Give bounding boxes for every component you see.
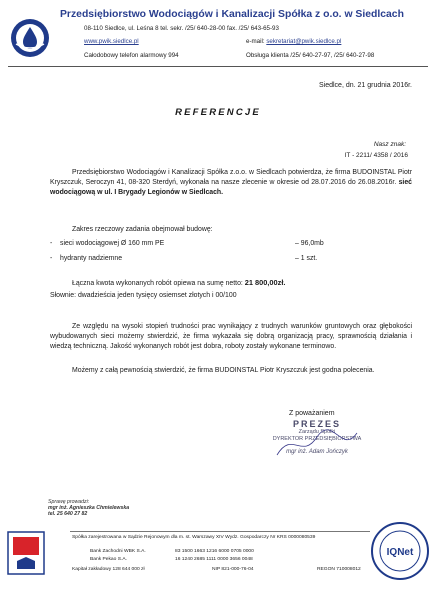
paragraph-confirmation — [50, 168, 412, 199]
scope-item-name: hydranty nadziemne — [60, 255, 123, 262]
stamp-signature: mgr inż. Adam Jończyk — [286, 448, 348, 455]
company-address: 08-110 Siedlce, ul. Leśna 8 tel. sekr. /25/ 640-28-00 fax. /25/ 643-65-93 — [84, 25, 279, 32]
footer-divider — [70, 531, 370, 532]
paragraph-assessment: Ze względu na wysoki stopień trudności prac wynikający z trudnych warunków gruntowych oraz głębokości wybudowanych sieci możemy stwierdzić, że firma wykazała się dobrą organizacją pracy, sprawnością działania i wiedzą techniczną. Jakość wykonanych robót jest dobra, roboty zostały wykonane terminowo. — [50, 323, 412, 351]
scope-item-dash: - — [50, 255, 53, 262]
amount-line — [72, 278, 285, 287]
document-title: REFERENCJE — [175, 107, 261, 118]
stamp-line2: DYREKTOR PRZEDSIĘBIORSTWA — [272, 436, 362, 442]
scope-item-qty: – 96,0mb — [295, 240, 324, 247]
prepared-by-phone: tel. 25 640 27 82 — [48, 511, 88, 518]
client-service-phone: Obsługa klienta /25/ 640-27-97, /25/ 640-27-98 — [246, 52, 375, 59]
scope-item-name: sieci wodociągowej Ø 160 mm PE — [60, 240, 165, 247]
amount-in-words: Słownie: dwadzieścia jeden tysięcy osiemset złotych i 00/100 — [50, 292, 237, 299]
amount-value: 21 800,00zł. — [244, 278, 286, 287]
email-line — [246, 38, 341, 45]
header-divider — [8, 66, 428, 67]
scope-item-dash: - — [50, 240, 53, 247]
company-name: Przedsiębiorstwo Wodociągów i Kanalizacji Spółka z o.o. w Siedlcach — [60, 9, 404, 20]
stamp-line1: Zarządu Spółki — [298, 428, 336, 435]
prepared-by — [48, 499, 129, 518]
director-stamp — [262, 421, 372, 475]
paragraph-confirmation-text: Przedsiębiorstwo Wodociągów i Kanalizacji Spółka z.o.o. w Siedlcach potwierdza, że firma BUDOINSTAL Piotr Kryszczuk, Seroczyn 41, 08-320 Sterdyń, wykonała na nasze zlecenie w okresie od 28.07.2016 do 26.08.2016r. — [50, 169, 412, 187]
bank2-name: Bank Pekao S.A. — [90, 557, 127, 562]
paragraph-recommendation: Możemy z całą pewnością stwierdzić, że firma BUDOINSTAL Piotr Kryszczuk jest godna polecenia. — [72, 367, 375, 374]
prepared-by-label: Sprawę prowadzi: — [48, 499, 90, 505]
closing-regards: Z poważaniem — [289, 410, 335, 417]
reference-number: IT - 2211/ 4358 / 2016 — [344, 152, 408, 159]
bank2-account: 16 1240 2685 1111 0000 3656 0048 — [175, 557, 253, 562]
bank1-name: Bank Zachodni WBK S.A. — [90, 549, 146, 554]
nip: NIP 821-000-76-04 — [212, 567, 254, 572]
company-logo — [10, 18, 50, 58]
scope-intro: Zakres rzeczowy zadania obejmował budowę: — [72, 226, 213, 233]
alarm-phone: Całodobowy telefon alarmowy 994 — [84, 52, 179, 59]
amount-label: Łączna kwota wykonanych robót opiewa na sumę netto: — [72, 280, 243, 287]
letter-date: Siedlce, dn. 21 grudnia 2016r. — [318, 82, 412, 89]
paragraph-confirmation-bold: sieć wodociągową w ul. I Brygady Legionów w Siedlcach. — [50, 179, 412, 197]
email-link[interactable]: sekretariat@pwik.siedlce.pl — [266, 38, 342, 45]
stamp-title: PREZES — [292, 419, 341, 429]
email-label: e-mail: — [246, 38, 265, 45]
quality-cert-left-icon — [7, 531, 45, 575]
cert-label: IQNet — [386, 547, 414, 558]
prepared-by-name: mgr inż. Agnieszka Chmielewska — [48, 505, 130, 512]
reference-label: Nasz znak: — [373, 141, 406, 148]
scope-item-qty: – 1 szt. — [295, 255, 318, 262]
website-link[interactable]: www.pwik.siedlce.pl — [84, 38, 139, 45]
iqnet-cert-icon — [370, 521, 430, 581]
regon: REGON 710008012 — [317, 567, 361, 572]
capital: Kapitał zakładowy 128 644 000 zł — [72, 567, 145, 572]
footer-registry: Spółka zarejestrowana w Sądzie Rejonowym dla m. st. Warszawy XIV Wydz. Gospodarczy Nr KRS 0000080539 — [72, 535, 316, 540]
bank1-account: 83 1500 1663 1216 6000 0705 0000 — [175, 549, 254, 554]
signature-scribble — [272, 425, 362, 465]
